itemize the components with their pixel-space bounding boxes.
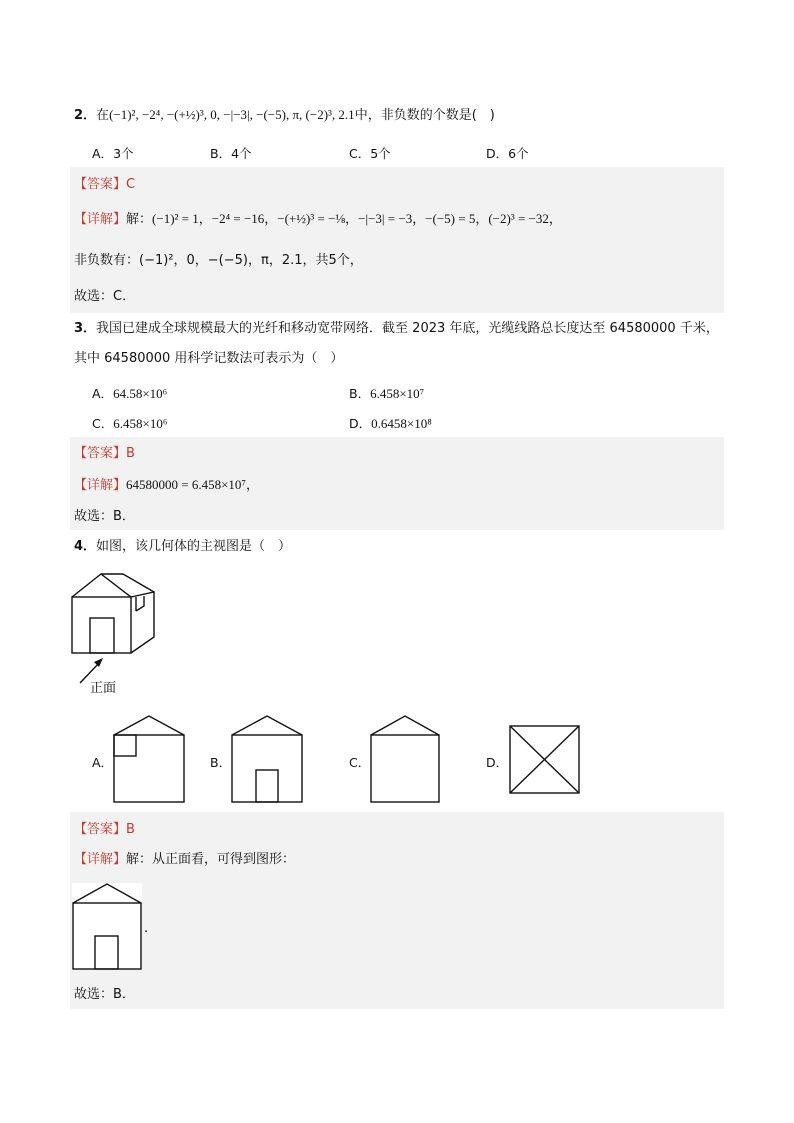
q4-answer-value: B bbox=[126, 822, 135, 837]
q3-number: 3． bbox=[74, 321, 97, 336]
q2-text-before: 在 bbox=[96, 108, 110, 123]
q3-stem-line1: 3．我国已建成全球规模最大的光纤和移动宽带网络．截至 2023 年底，光缆线路总长度达至 64580000 千米， bbox=[74, 321, 719, 336]
q2-option-b: B．4个 bbox=[210, 146, 252, 161]
q2-option-d: D．6个 bbox=[486, 146, 529, 161]
q3-option-c: C．6.458×10⁶ bbox=[92, 416, 168, 431]
q3-conclusion: 故选：B． bbox=[74, 509, 135, 524]
q3-answer-value: B bbox=[126, 446, 135, 461]
q3-option-d: D．0.6458×10⁸ bbox=[349, 416, 432, 431]
q2-number: 2． bbox=[74, 108, 97, 123]
q4-option-d: D． bbox=[486, 755, 509, 770]
q2-text-after: 中，非负数的个数是( ) bbox=[354, 108, 495, 123]
q4-option-b: B． bbox=[210, 755, 232, 770]
q4-answer: 【答案】B bbox=[74, 822, 135, 837]
q3-detail: 【详解】64580000 = 6.458×10⁷， bbox=[74, 477, 259, 493]
q2-option-c: C．5个 bbox=[349, 146, 391, 161]
q2-answer: 【答案】C bbox=[74, 177, 136, 192]
q4-answer-period: . bbox=[144, 921, 149, 936]
q4-detail: 【详解】解：从正面看，可得到图形： bbox=[74, 852, 296, 867]
q4-number: 4． bbox=[74, 539, 97, 554]
q2-detail: 【详解】解：(−1)² = 1，−2⁴ = −16，−(+½)³ = −⅛，−|−3| = −3，−(−5) = 5，(−2)³ = −32， bbox=[74, 211, 562, 227]
q3-option-b: B．6.458×10⁷ bbox=[349, 386, 425, 401]
q2-conclusion: 故选：C． bbox=[74, 289, 136, 304]
q2-expression: (−1)², −2⁴, −(+½)³, 0, −|−3|, −(−5), π, (−2)³, 2.1 bbox=[109, 107, 355, 122]
q2-nonnegative-list: 非负数有：(−1)²，0，−(−5)，π，2.1，共5个， bbox=[74, 253, 363, 268]
q2-option-a: A．3个 bbox=[92, 146, 134, 161]
q4-option-a: A． bbox=[92, 755, 114, 770]
q3-option-a: A．64.58×10⁶ bbox=[92, 386, 168, 401]
q4-stem: 4．如图，该几何体的主视图是（ ） bbox=[74, 539, 292, 554]
q2-answer-value: C bbox=[126, 177, 136, 192]
q4-option-c: C． bbox=[349, 755, 371, 770]
q4-conclusion: 故选：B． bbox=[74, 987, 135, 1002]
q4-front-label: 正面 bbox=[90, 681, 117, 696]
q3-stem-line2: 其中 64580000 用科学记数法可表示为（ ） bbox=[74, 351, 344, 366]
q3-answer: 【答案】B bbox=[74, 446, 135, 461]
